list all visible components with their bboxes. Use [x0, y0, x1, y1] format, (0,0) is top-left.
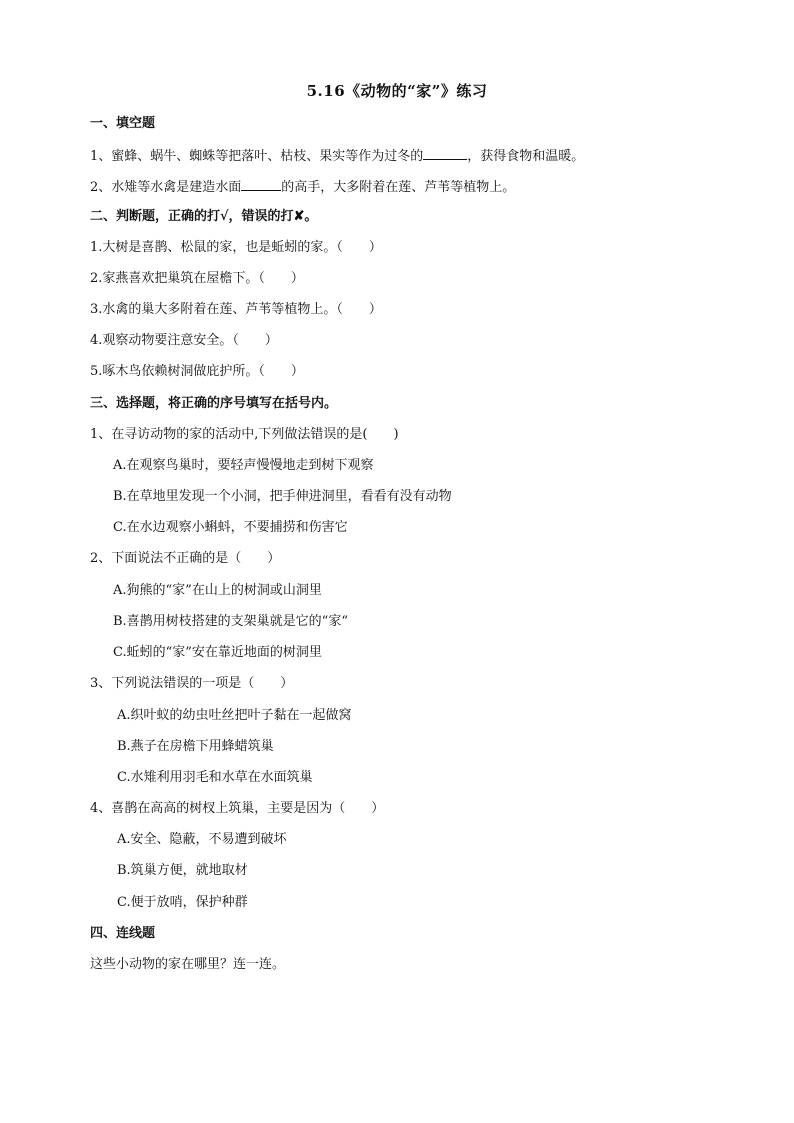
choice-question-stem: 1、在寻访动物的家的活动中,下列做法错误的是( )	[90, 427, 399, 442]
page-title: 5.16《动物的“家”》练习	[306, 82, 488, 100]
choice-option: A.安全、隐蔽，不易遭到破坏	[117, 832, 287, 847]
choice-option: B.喜鹊用树枝搭建的支架巢就是它的“家“	[113, 614, 348, 629]
choice-question-stem: 2、下面说法不正确的是（ ）	[90, 551, 281, 566]
question-text: 1、蜜蜂、蜗牛、蜘蛛等把落叶、枯枝、果实等作为过冬的	[90, 149, 424, 164]
choice-option: C.便于放哨，保护种群	[117, 895, 248, 910]
fill-blank-question-1	[90, 146, 584, 166]
fill-blank-question-2	[90, 177, 515, 197]
section-heading-matching: 四、连线题	[90, 926, 156, 941]
true-false-item: 4.观察动物要注意安全。（ ）	[90, 333, 278, 348]
question-text: 2、水雉等水禽是建造水面	[90, 180, 242, 195]
true-false-item: 1.大树是喜鹊、松鼠的家，也是蚯蚓的家。（ ）	[90, 240, 382, 255]
choice-option: B.燕子在房檐下用蜂蜡筑巢	[117, 739, 274, 754]
choice-option: C.水雉利用羽毛和水草在水面筑巢	[117, 770, 313, 785]
choice-option: C.蚯蚓的“家”安在靠近地面的树洞里	[113, 645, 322, 660]
choice-question-stem: 3、下列说法错误的一项是（ ）	[90, 676, 294, 691]
choice-option: A.在观察鸟巢时，要轻声慢慢地走到树下观察	[113, 458, 374, 473]
true-false-item: 2.家燕喜欢把巢筑在屋檐下。（ ）	[90, 271, 304, 286]
choice-option: B.筑巢方便，就地取材	[117, 863, 248, 878]
choice-option: A.狗熊的“家”在山上的树洞或山洞里	[113, 583, 322, 598]
section-heading-multiple-choice: 三、选择题，将正确的序号填写在括号内。	[90, 396, 338, 411]
true-false-item: 5.啄木鸟依赖树洞做庇护所。（ ）	[90, 364, 304, 379]
section-heading-true-false: 二、判断题，正确的打√，错误的打✘。	[90, 209, 318, 224]
question-text: 的高手，大多附着在莲、芦苇等植物上。	[281, 180, 516, 195]
matching-prompt: 这些小动物的家在哪里？连一连。	[90, 957, 286, 972]
choice-option: B.在草地里发现一个小洞，把手伸进洞里，看看有没有动物	[113, 489, 452, 504]
choice-option: C.在水边观察小蝌蚪，不要捕捞和伤害它	[113, 520, 348, 535]
choice-question-stem: 4、喜鹊在高高的树杈上筑巢，主要是因为（ ）	[90, 801, 385, 816]
section-heading-fill-blank: 一、填空题	[90, 116, 156, 131]
choice-option: A.织叶蚁的幼虫吐丝把叶子黏在一起做窝	[117, 708, 352, 723]
question-text: ，获得食物和温暖。	[467, 149, 585, 164]
true-false-item: 3.水禽的巢大多附着在莲、芦苇等植物上。（ ）	[90, 302, 382, 317]
answer-blank[interactable]	[423, 146, 467, 160]
answer-blank[interactable]	[241, 177, 281, 191]
